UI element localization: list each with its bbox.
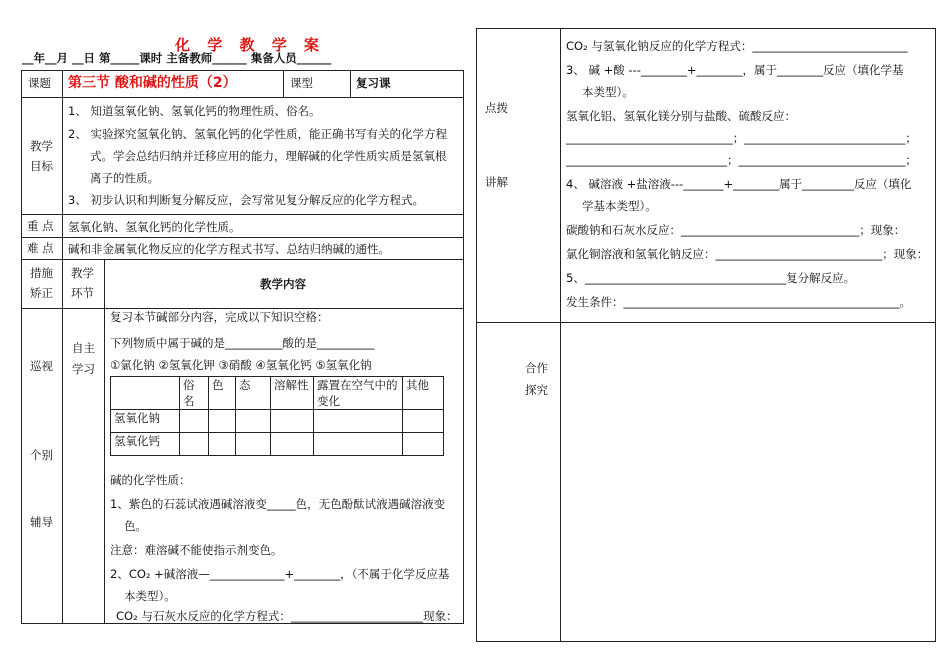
property-table (110, 376, 444, 456)
topic-label: 课题 (28, 76, 51, 90)
measures-label-1: 措施 (30, 266, 53, 280)
goal-item: 式。学会总结归纳并迁移应用的能力，理解碱的化学性质实质是氢氧根 (90, 149, 447, 163)
prop-1-line-b: 色。 (124, 519, 147, 533)
label-point: 点拨 (485, 101, 508, 115)
goal-item: 2、 实验探究氢氧化钠、氢氧化钙的化学性质，能正确书写有关的化学方程 (68, 127, 447, 141)
note-line: 注意：难溶碱不能使指示剂变色。 (110, 543, 283, 557)
table-header: 其他 (403, 377, 444, 410)
r-line-6a: 4、 碱溶液 +盐溶液---_______+________属于_________反应（填化 (566, 177, 912, 191)
lesson-topic: 第三节 酸和碱的性质（2） (68, 75, 237, 91)
steps-label-1: 教学 (71, 266, 94, 280)
goals-label-2: 目标 (30, 159, 53, 173)
steps-label-2: 环节 (71, 286, 94, 300)
key-point-text: 氢氧化钠、氢氧化钙的化学性质。 (68, 220, 241, 234)
side-label-guide: 辅导 (30, 515, 53, 529)
r-line-4: _____________________________；____________________________； (566, 131, 917, 145)
prop-2-line-b: 本类型）。 (124, 589, 176, 603)
goal-item: 3、 初步认识和判断复分解反应，会写常见复分解反应的化学方程式。 (68, 193, 424, 207)
measures-label-2: 矫正 (30, 286, 53, 300)
r-line-1: CO₂ 与氢氧化钠反应的化学方程式：___________________________ (566, 39, 908, 53)
r-line-2b: 本类型）。 (582, 85, 634, 99)
label-explain: 讲解 (485, 175, 508, 189)
table-header: 色 (209, 377, 236, 410)
self-study-intro: 复习本节碱部分内容，完成以下知识空格： (110, 310, 329, 324)
lesson-type: 复习课 (356, 76, 391, 90)
label-explore: 探究 (525, 383, 548, 397)
goal-item: 1、 知道氢氧化钠、氢氧化钙的物理性质、俗名。 (68, 104, 321, 118)
table-header: 俗名 (180, 377, 209, 410)
r-line-5: ____________________________；_____________________________； (566, 153, 917, 167)
table-header: 溶解性 (271, 377, 314, 410)
prop-2-line-c: CO₂ 与石灰水反应的化学方程式：_______________________现象： (116, 609, 458, 623)
self-study-label-1: 自主 (72, 341, 95, 355)
options-line: ①氯化钠 ②氢氧化钾 ③硝酸 ④氢氧化钙 ⑤氢氧化钠 (110, 358, 372, 372)
content-header: 教学内容 (260, 277, 306, 291)
table-row-label: 氢氧化钙 (111, 433, 180, 456)
label-coop: 合作 (525, 361, 548, 375)
type-label: 课型 (290, 76, 313, 90)
self-study-label-2: 学习 (72, 362, 95, 376)
question-classify: 下列物质中属于碱的是__________酸的是__________ (110, 336, 375, 350)
r-line-3: 氢氧化铝、氢氧化镁分别与盐酸、硫酸反应： (566, 109, 796, 123)
key-point-label: 重 点 (27, 219, 54, 233)
r-line-10: 发生条件：________________________________________________。 (566, 295, 911, 309)
r-line-9: 5、___________________________________复分解反应。 (566, 271, 856, 285)
goals-label-1: 教学 (30, 139, 53, 153)
r-line-7: 碳酸钠和石灰水反应：_______________________________；现象： (566, 223, 906, 237)
r-line-8: 氯化铜溶液和氢氧化钠反应：_____________________________；现象： (566, 247, 929, 261)
difficulty-label: 难 点 (27, 241, 54, 255)
chem-props-title: 碱的化学性质： (110, 473, 191, 487)
prop-2-line-a: 2、CO₂ +碱溶液—_____________+________，（不属于化学反应基 (110, 567, 450, 581)
side-label-patrol: 巡视 (30, 359, 53, 373)
page-title: 化 学 教 学 案 (175, 36, 325, 54)
table-header: 露置在空气中的变化 (314, 377, 403, 410)
goal-item: 离子的性质。 (90, 171, 159, 185)
side-label-individual: 个别 (30, 448, 53, 462)
difficulty-text: 碱和非金属氧化物反应的化学方程式书写、总结归纳碱的通性。 (68, 242, 390, 256)
r-line-6b: 学基本类型）。 (582, 199, 657, 213)
table-header: 态 (236, 377, 271, 410)
r-line-2a: 3、 碱 +酸 ---________+________，属于________反应（填化学基 (566, 63, 904, 77)
table-row-label: 氢氧化钠 (111, 410, 180, 433)
lesson-info-line: __年__月 __日 第_____课时 主备教师______ 集备人员______ (22, 51, 332, 65)
prop-1-line-a: 1、紫色的石蕊试液遇碱溶液变_____色，无色酚酞试液遇碱溶液变 (110, 497, 446, 511)
